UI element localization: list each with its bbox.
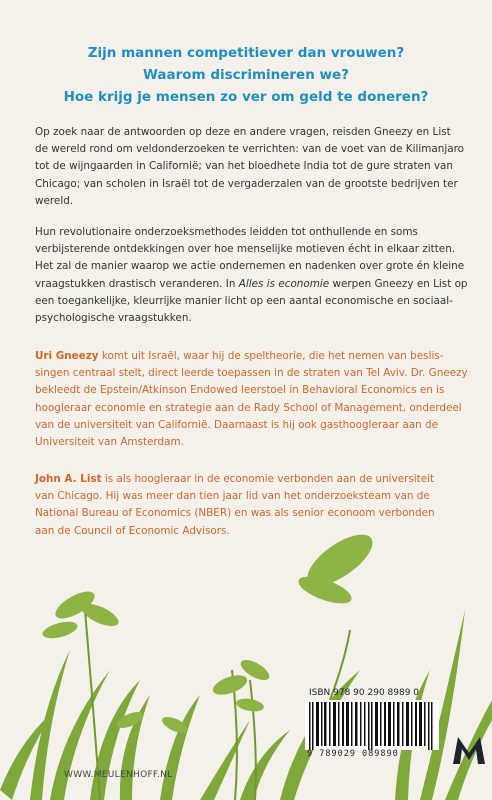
question-2: Waarom discrimineren we? xyxy=(143,67,349,83)
text-line: hoogleraar economie en strategie aan de Rady School of Management, onderdeel xyxy=(35,401,462,414)
questions-block xyxy=(0,42,492,108)
text-line: een toegankelijke, kleurrijke manier licht op een aantal economische en sociaal- xyxy=(35,294,453,307)
text-line: psychologische vraagstukken. xyxy=(35,312,192,325)
text-line: Hun revolutionaire onderzoeksmethodes leidden tot onthullende en soms xyxy=(35,226,418,238)
text-line: wereld. xyxy=(35,194,74,207)
text-line: van de universiteit van Californië. Daarnaast is hij ook gasthoogleraar aan de xyxy=(35,418,439,431)
question-3: Hoe krijg je mensen zo ver om geld te doneren? xyxy=(63,89,429,105)
text-fragment: vraagstukken drastisch veranderen. xyxy=(35,277,223,290)
text-fragment: In xyxy=(225,277,239,290)
text-line: Chicago; van scholen in Israël tot de vergaderzalen van de grootste bedrijven ter xyxy=(35,177,458,190)
text-fragment: is als hoogleraar in de economie verbonden aan de universiteit xyxy=(101,473,435,485)
text-line: verbijsterende ontdekkingen over hoe menselijke motieven écht in elkaar zitten. xyxy=(35,243,456,256)
text-line: National Bureau of Economics (NBER) en was als senior econoom verbonden xyxy=(35,507,435,520)
intro-paragraph xyxy=(35,124,465,210)
isbn-number: ISBN 978 90 290 8989 0 xyxy=(309,688,420,698)
text-line xyxy=(35,348,465,365)
text-line: tot de wijngaarden in Californië; van het bloedhete India tot de gure straten van xyxy=(35,160,453,173)
summary-paragraph xyxy=(35,224,468,327)
text-line: singen centraal stelt, direct leerde toepassen in de straten van Tel Aviv. Dr. Gneezy xyxy=(35,367,468,380)
text-fragment: komt uit Israël, waar hij de speltheorie, die het nemen van beslis- xyxy=(98,350,444,362)
barcode xyxy=(305,700,439,750)
text-line xyxy=(35,276,468,293)
text-line: bekleedt de Epstein/Atkinson Endowed leerstoel in Behavioral Economics en is xyxy=(35,384,445,397)
text-line: Het zal de manier waarop we actie ondernemen en nadenken over grote én kleine xyxy=(35,260,465,273)
barcode-number: 9 789029 089890 xyxy=(307,749,399,759)
author-name: John A. List xyxy=(35,473,102,485)
text-line: Op zoek naar de antwoorden op deze en andere vragen, reisden Gneezy en List xyxy=(35,126,451,138)
text-line: de wereld rond om veldonderzoeken te verrichten: van de voet van de Kilimanjaro xyxy=(35,143,465,156)
text-fragment: werpen Gneezy en List op xyxy=(329,277,468,290)
text-line: Universiteit van Amsterdam. xyxy=(35,436,184,449)
text-line xyxy=(35,471,465,488)
book-title: Alles is economie xyxy=(238,277,330,290)
author-bio-gneezy xyxy=(35,348,468,451)
barcode-area xyxy=(305,688,443,762)
text-line: aan de Council of Economic Advisors. xyxy=(35,524,230,537)
publisher-url: WWW.MEULENHOFF.NL xyxy=(64,770,173,780)
meulenhoff-m-logo-icon xyxy=(452,735,486,765)
author-name: Uri Gneezy xyxy=(35,350,99,362)
question-1: Zijn mannen competitiever dan vrouwen? xyxy=(87,45,405,61)
text-line: van Chicago. Hij was meer dan tien jaar lid van het onderzoeksteam van de xyxy=(35,490,430,503)
